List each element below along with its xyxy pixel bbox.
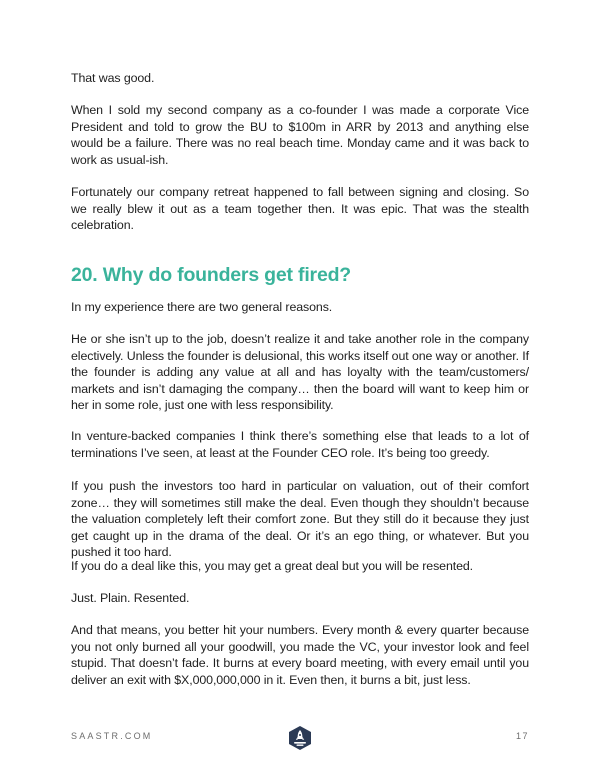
paragraph: In my experience there are two general reasons. — [71, 300, 333, 314]
paragraph: That was good. — [71, 71, 155, 85]
paragraph: In venture-backed companies I think there’s something else that leads to a lot of terminations I’ve seen, at least at the Founder CEO role. It’s being too greedy. — [71, 429, 529, 460]
section-heading: 20. Why do founders get fired? — [71, 264, 352, 286]
paragraph: Fortunately our company retreat happened to fall between signing and closing. So we really blew it out as a team together then. It was epic. That was the stealth celebration. — [71, 185, 529, 233]
saastr-rocket-hexagon-icon — [289, 726, 311, 750]
page-number: 17 — [515, 731, 529, 741]
paragraph: And that means, you better hit your numbers. Every month & every quarter because you not only burned all your goodwill, you made the VC, your investor look and feel stupid. That doesn’t fade. It burns at every board meeting, with every email until you deliver an exit with $X,000,000,000 in it. Even then, it burns a bit, just less. — [71, 623, 529, 687]
footer-site-link: SAASTR.COM — [71, 731, 153, 741]
paragraph: He or she isn’t up to the job, doesn’t realize it and take another role in the company electively. Unless the founder is delusional, this works itself out one way or another. If the founder is adding any value at all and has loyalty with the team/customers/ markets and isn’t damaging the company… then the board will want to keep him or her in some role, just one with less responsibility. — [71, 332, 529, 413]
paragraph: When I sold my second company as a co-founder I was made a corporate Vice President and told to grow the BU to $100m in ARR by 2013 and anything else would be a failure. There was no real beach time. Monday came and it was back to work as usual-ish. — [71, 103, 529, 167]
paragraph: If you do a deal like this, you may get a great deal but you will be resented. — [71, 559, 474, 573]
paragraph: If you push the investors too hard in particular on valuation, out of their comfort zone… they will sometimes still make the deal. Even though they shouldn’t because the valuation completely left their comfort zone. But they still do it because they just get caught up in the drama of the deal. Or it’s an ego thing, or whatever. But you pushed it too hard. — [71, 479, 529, 560]
paragraph: Just. Plain. Resented. — [71, 591, 190, 605]
